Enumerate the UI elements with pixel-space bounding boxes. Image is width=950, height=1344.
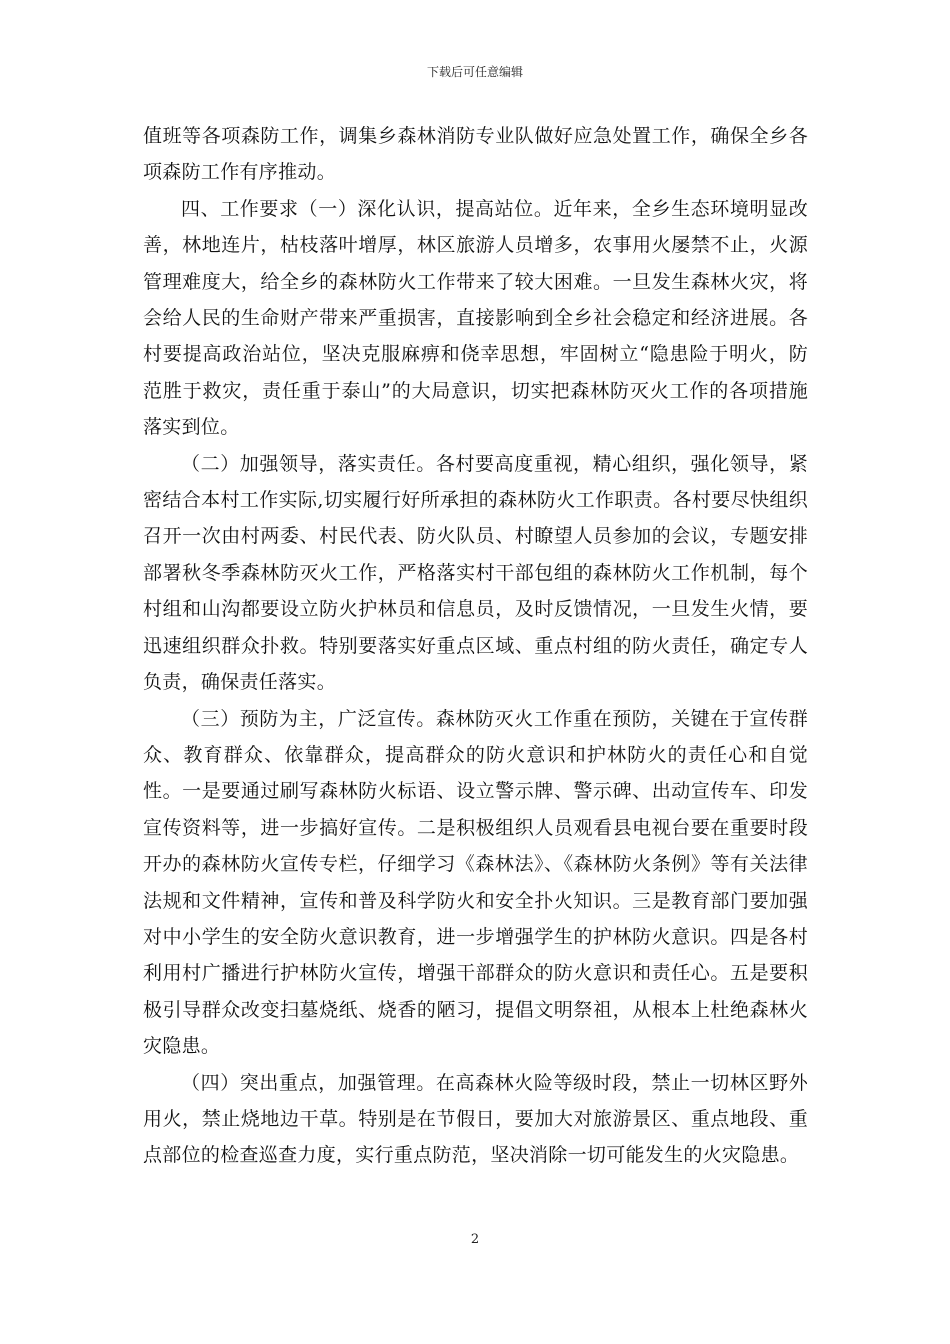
paragraph-work-requirements: 四、工作要求（一）深化认识，提高站位。近年来，全乡生态环境明显改善，林地连片，枯枝落叶增厚，林区旅游人员增多，农事用火屡禁不止，火源管理难度大，给全乡的森林防火工作带来了较大困难。一旦发生森林火灾，将会给人民的生命财产带来严重损害，直接影响到全乡社会稳定和经济进展。各村要提高政治站位，坚决克服麻痹和侥幸思想，牢固树立“隐患险于明火，防范胜于救灾，责任重于泰山”的大局意识，切实把森林防灭火工作的各项措施落实到位。	[143, 197, 808, 439]
paragraph-key-management: （四）突出重点，加强管理。在高森林火险等级时段，禁止一切林区野外用火，禁止烧地边干草。特别是在节假日，要加大对旅游景区、重点地段、重点部位的检查巡查力度，实行重点防范，坚决消除一切可能发生的火灾隐患。	[143, 1071, 808, 1167]
document-body	[143, 118, 808, 1174]
page-header: 下载后可任意编辑	[426, 65, 523, 79]
paragraph-continuation: 值班等各项森防工作，调集乡森林消防专业队做好应急处置工作，确保全乡各项森防工作有序推动。	[143, 125, 808, 184]
page-number: 2	[470, 1232, 480, 1247]
paragraph-leadership: （二）加强领导，落实责任。各村要高度重视，精心组织，强化领导，紧密结合本村工作实际,切实履行好所承担的森林防火工作职责。各村要尽快组织召开一次由村两委、村民代表、防火队员、村瞭望人员参加的会议，专题安排部署秋冬季森林防灭火工作，严格落实村干部包组的森林防火工作机制，每个村组和山沟都要设立防火护林员和信息员，及时反馈情况，一旦发生火情，要迅速组织群众扑救。特别要落实好重点区域、重点村组的防火责任，确定专人负责，确保责任落实。	[143, 452, 808, 694]
paragraph-prevention: （三）预防为主，广泛宣传。森林防灭火工作重在预防，关键在于宣传群众、教育群众、依靠群众，提高群众的防火意识和护林防火的责任心和自觉性。一是要通过刷写森林防火标语、设立警示牌、警示碑、出动宣传车、印发宣传资料等，进一步搞好宣传。二是积极组织人员观看县电视台要在重要时段开办的森林防火宣传专栏，仔细学习《森林法》、《森林防火条例》等有关法律法规和文件精神，宣传和普及科学防火和安全扑火知识。三是教育部门要加强对中小学生的安全防火意识教育，进一步增强学生的护林防火意识。四是各村利用村广播进行护林防火宣传，增强干部群众的防火意识和责任心。五是要积极引导群众改变扫墓烧纸、烧香的陋习，提倡文明祭祖，从根本上杜绝森林火灾隐患。	[143, 707, 808, 1058]
